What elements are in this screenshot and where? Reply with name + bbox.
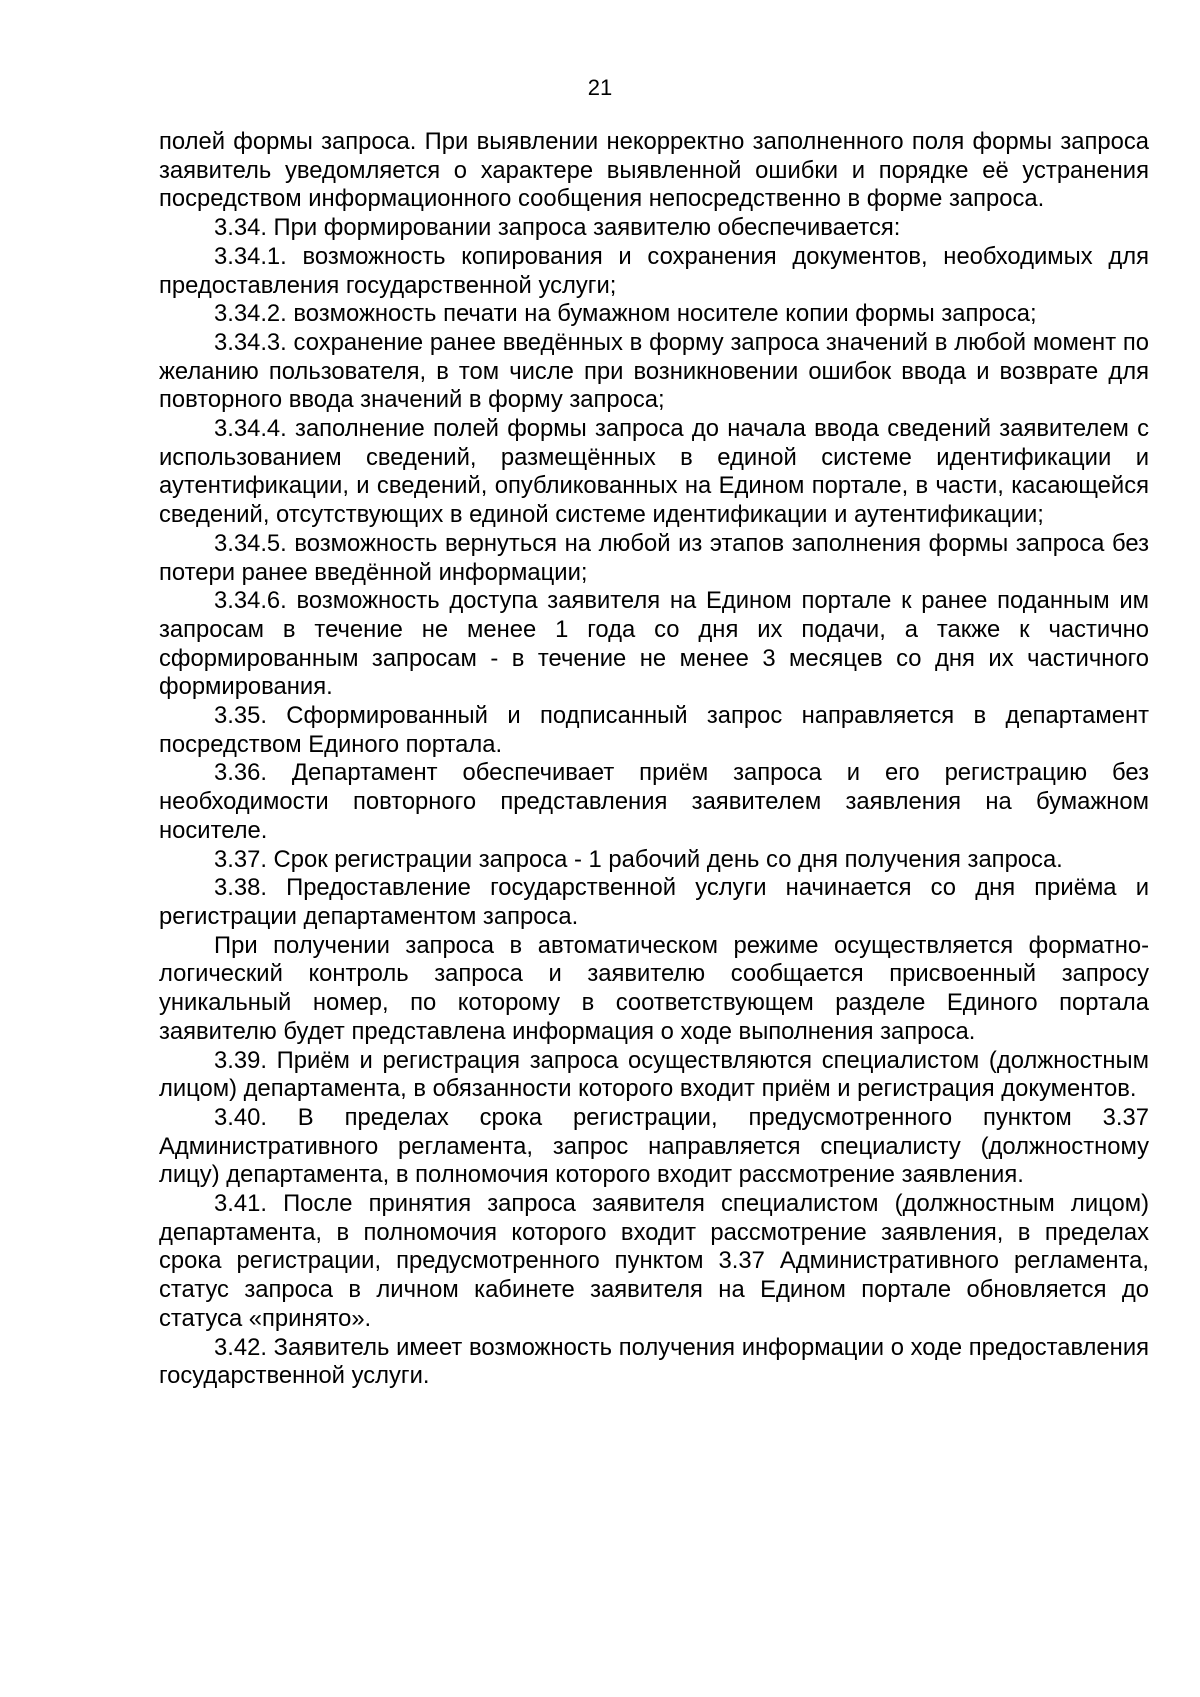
paragraph: 3.39. Приём и регистрация запроса осуществляются специалистом (должностным лицом) департамента, в обязанности которого входит приём и регистрация документов. [159,1046,1149,1103]
paragraph: 3.34.3. сохранение ранее введённых в форму запроса значений в любой момент по желанию пользователя, в том числе при возникновении ошибок ввода и возврате для повторного ввода значений в форму запроса; [159,328,1149,414]
page-number: 21 [587,75,613,100]
paragraph: полей формы запроса. При выявлении некорректно заполненного поля формы запроса заявитель уведомляется о характере выявленной ошибки и порядке её устранения посредством информационного сообщения непосредственно в форме запроса. [159,128,1149,213]
paragraph: 3.42. Заявитель имеет возможность получения информации о ходе предоставления государственной услуги. [159,1333,1149,1390]
paragraph: 3.41. После принятия запроса заявителя специалистом (должностным лицом) департамента, в полномочия которого входит рассмотрение заявления, в пределах срока регистрации, предусмотренного пунктом 3.37 Административного регламента, статус запроса в личном кабинете заявителя на Едином портале обновляется до статуса «принято». [159,1190,1149,1332]
paragraph: При получении запроса в автоматическом режиме осуществляется форматно-логический контроль запроса и заявителю сообщается присвоенный запросу уникальный номер, по которому в соответствующем разделе Единого портала заявителю будет представлена информация о ходе выполнения запроса. [159,931,1149,1045]
paragraph: 3.34.5. возможность вернуться на любой из этапов заполнения формы запроса без потери ранее введённой информации; [159,529,1149,586]
paragraph: 3.37. Срок регистрации запроса - 1 рабочий день со дня получения запроса. [214,845,1063,873]
paragraph: 3.34. При формировании запроса заявителю обеспечивается: [214,214,901,242]
paragraph: 3.36. Департамент обеспечивает приём запроса и его регистрацию без необходимости повторного представления заявителем заявления на бумажном носителе. [159,759,1149,844]
paragraph: 3.34.4. заполнение полей формы запроса до начала ввода сведений заявителем с использованием сведений, размещённых в единой системе идентификации и аутентификации, и сведений, опубликованных на Едином портале, в части, касающейся сведений, отсутствующих в единой системе идентификации и аутентификации; [159,415,1149,529]
paragraph: 3.40. В пределах срока регистрации, предусмотренного пунктом 3.37 Административного регламента, запрос направляется специалисту (должностному лицу) департамента, в полномочия которого входит рассмотрение заявления. [159,1103,1149,1189]
document-body [159,128,1149,1391]
paragraph: 3.34.2. возможность печати на бумажном носителе копии формы запроса; [214,300,1037,328]
paragraph: 3.34.6. возможность доступа заявителя на Едином портале к ранее поданным им запросам в течение не менее 1 года со дня их подачи, а также к частично сформированным запросам - в течение не менее 3 месяцев со дня их частичного формирования. [159,587,1149,701]
paragraph: 3.34.1. возможность копирования и сохранения документов, необходимых для предоставления государственной услуги; [159,242,1149,299]
paragraph: 3.38. Предоставление государственной услуги начинается со дня приёма и регистрации департаментом запроса. [159,874,1149,930]
paragraph: 3.35. Сформированный и подписанный запрос направляется в департамент посредством Единого портала. [159,702,1149,758]
